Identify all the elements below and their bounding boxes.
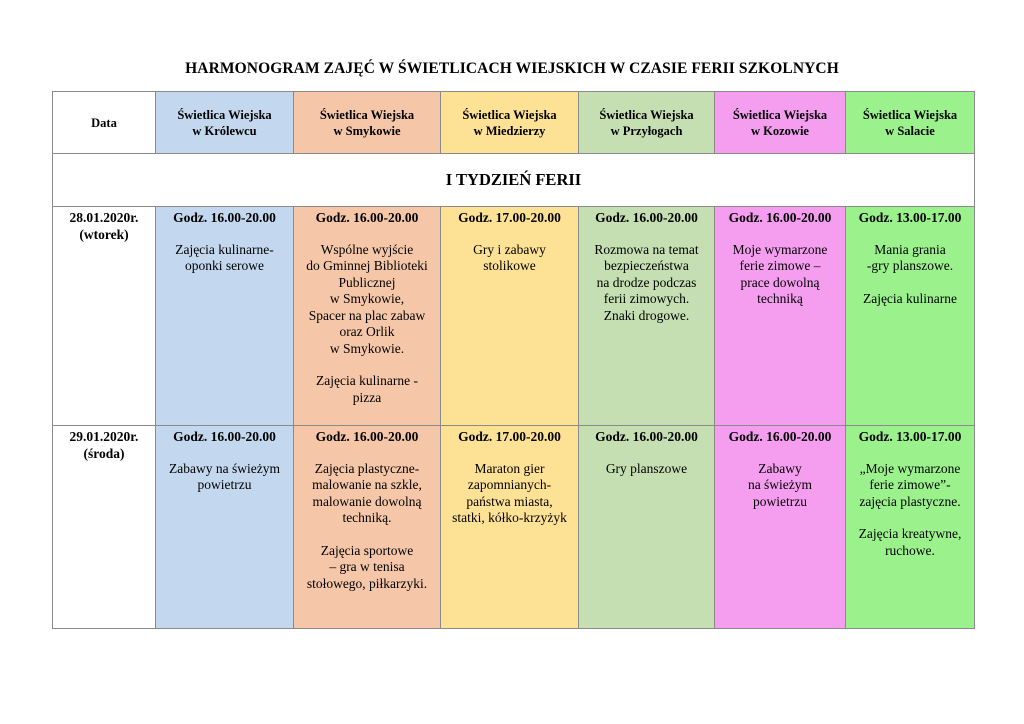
document-title: HARMONOGRAM ZAJĘĆ W ŚWIETLICACH WIEJSKICH W CZASIE FERII SZKOLNYCH (185, 60, 839, 77)
day-row (53, 426, 975, 629)
week-row (53, 154, 975, 207)
column-header-kozow: Świetlica Wiejska w Kozowie (715, 92, 846, 154)
activity-text: Zabawy na świeżym powietrzu (747, 460, 813, 509)
activity-cell (294, 207, 441, 426)
hours-label: Godz. 16.00-20.00 (595, 210, 698, 225)
activity-text: Maraton gier zapomnianych- państwa miasta, statki, kółko-krzyżyk (452, 460, 567, 525)
hours-label: Godz. 17.00-20.00 (458, 210, 561, 225)
activity-text: Zajęcia plastyczne- malowanie na szkle, malowanie dowolną techniką. (312, 460, 422, 525)
activity-cell (156, 207, 294, 426)
hours-label: Godz. 16.00-20.00 (595, 429, 698, 444)
activity-text: Gry planszowe (605, 460, 688, 476)
activity-text: Zajęcia kulinarne- oponki serowe (175, 241, 274, 273)
hours-label: Godz. 13.00-17.00 (858, 210, 962, 225)
activity-cell (441, 207, 579, 426)
day-row (53, 207, 975, 426)
activity-extra: Zajęcia kulinarne - pizza (316, 373, 418, 405)
hours-label: Godz. 16.00-20.00 (728, 210, 832, 225)
column-header-miedzierza: Świetlica Wiejska w Miedzierzy (441, 92, 579, 154)
hours-label: Godz. 17.00-20.00 (458, 429, 561, 444)
hours-label: Godz. 16.00-20.00 (315, 210, 419, 225)
activity-cell (294, 426, 441, 629)
activity-cell (156, 426, 294, 629)
activity-cell (441, 426, 579, 629)
activity-text: Zabawy na świeżym powietrzu (169, 460, 280, 492)
column-header-krolewiec: Świetlica Wiejska w Królewcu (156, 92, 294, 154)
activity-cell (715, 426, 846, 629)
date-header: Data (53, 92, 156, 154)
activity-text: Gry i zabawy stolikowe (473, 241, 546, 273)
activity-text: „Moje wymarzone ferie zimowe”- zajęcia plastyczne. (859, 460, 961, 509)
week-label: I TYDZIEŃ FERII (53, 154, 975, 207)
column-header-salata: Świetlica Wiejska w Salacie (846, 92, 975, 154)
activity-cell (579, 426, 715, 629)
activity-cell (715, 207, 846, 426)
column-header-smykow: Świetlica Wiejska w Smykowie (294, 92, 441, 154)
activity-text: Wspólne wyjście do Gminnej Biblioteki Publicznej w Smykowie, Spacer na plac zabaw oraz Orlik w Smykowie. (306, 241, 428, 356)
header-row (53, 92, 975, 154)
hours-label: Godz. 16.00-20.00 (728, 429, 832, 444)
activity-cell (579, 207, 715, 426)
activity-text: Mania grania -gry planszowe. (866, 241, 954, 273)
activity-text: Rozmowa na temat bezpieczeństwa na drodze podczas ferii zimowych. Znaki drogowe. (594, 241, 699, 323)
hours-label: Godz. 16.00-20.00 (173, 210, 276, 225)
date-cell: 28.01.2020r. (wtorek) (53, 207, 156, 426)
column-header-przylogi: Świetlica Wiejska w Przyłogach (579, 92, 715, 154)
hours-label: Godz. 13.00-17.00 (858, 429, 962, 444)
date-cell: 29.01.2020r. (środa) (53, 426, 156, 629)
activity-extra: Zajęcia kulinarne (862, 290, 958, 306)
activity-cell (846, 426, 975, 629)
schedule-table (52, 91, 975, 629)
activity-extra: Zajęcia sportowe – gra w tenisa stołowego, piłkarzyki. (306, 542, 428, 591)
hours-label: Godz. 16.00-20.00 (173, 429, 276, 444)
activity-cell (846, 207, 975, 426)
activity-text: Moje wymarzone ferie zimowe – prace dowolną techniką (732, 241, 828, 306)
activity-extra: Zajęcia kreatywne, ruchowe. (858, 526, 962, 558)
hours-label: Godz. 16.00-20.00 (315, 429, 419, 444)
